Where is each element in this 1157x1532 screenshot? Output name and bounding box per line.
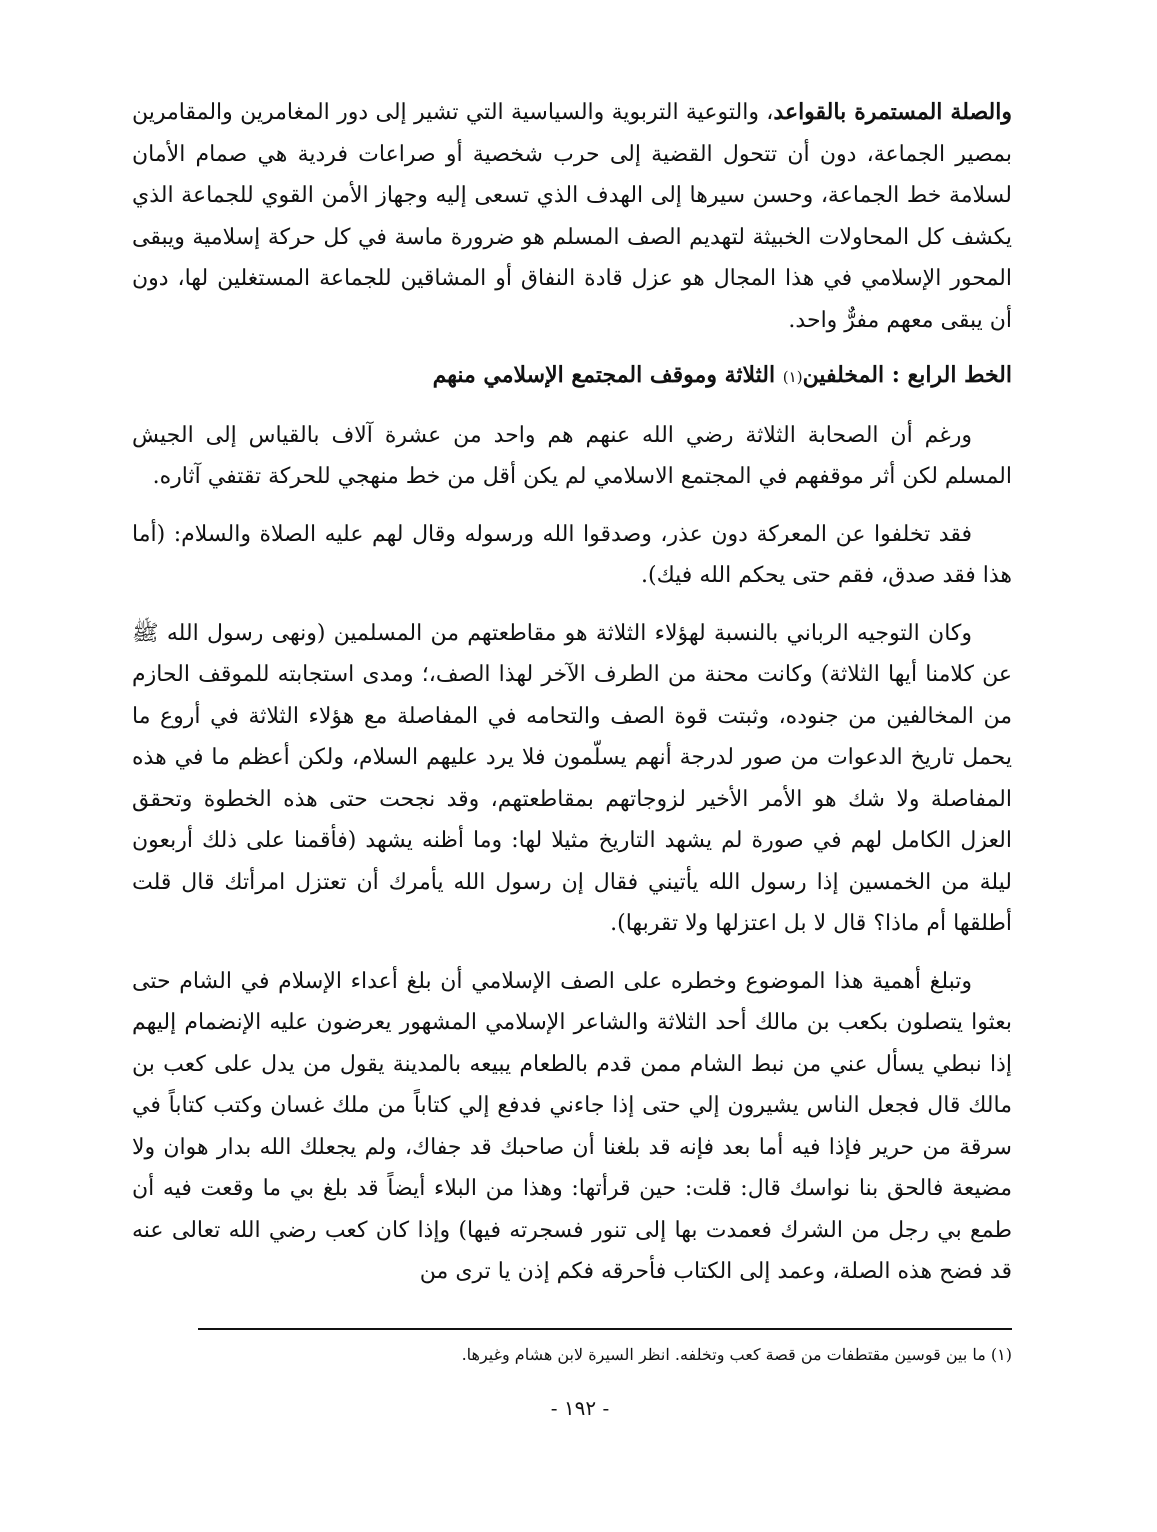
footnote-divider [198,1328,1012,1330]
paragraph-3: فقد تخلفوا عن المعركة دون عذر، وصدقوا الله ورسوله وقال لهم عليه الصلاة والسلام: (أما هذا فقد صدق، فقم حتى يحكم الله فيك). [132,521,1012,588]
paragraph-1-body: ، والتوعية التربوية والسياسية التي تشير إلى دور المغامرين والمقامرين بمصير الجماعة، دون أن تتحول القضية إلى حرب شخصية أو صراعات فردية هي صمام الأمان لسلامة خط الجماعة، وحسن سيرها إلى الهدف الذي تسعى إليه وجهاز الأمن القوي للجماعة الذي يكشف كل المحاولات الخبيثة لتهديم الصف المسلم هو ضرورة ماسة في كل حركة إسلامية ويبقى المحور الإسلامي في هذا المجال هو عزل قادة النفاق أو المشاقين للجماعة المستغلين لها، دون أن يبقى معهم مفرٌّ واحد. [132,100,1012,333]
main-text [132,92,1012,1293]
paragraph-4: وكان التوجيه الرباني بالنسبة لهؤلاء الثلاثة هو مقاطعتهم من المسلمين (ونهى رسول الله ﷺ عن كلامنا أيها الثلاثة) وكانت محنة من الطرف الآخر لهذا الصف،؛ ومدى استجابته للموقف الحازم من المخالفين من جنوده، وثبتت قوة الصف والتحامه في المفاصلة مع هؤلاء الثلاثة في أروع ما يحمل تاريخ الدعوات من صور لدرجة أنهم يسلّمون فلا يرد عليهم السلام، ولكن أعظم ما في هذه المفاصلة ولا شك هو الأمر الأخير لزوجاتهم بمقاطعتهم، وقد نجحت حتى هذه الخطوة وتحقق العزل الكامل لهم في صورة لم يشهد التاريخ مثيلا لها: وما أظنه يشهد (فأقمنا على ذلك أربعون ليلة من الخمسين إذا رسول الله يأتيني فقال إن رسول الله يأمرك أن تعتزل امرأتك قال قلت أطلقها أم ماذا؟ قال لا بل اعتزلها ولا تقربها). [132,620,1012,936]
paragraph-1-lead: والصلة المستمرة بالقواعد [773,99,1012,125]
page-number: - ١٩٢ - [550,1396,610,1420]
footnote: (١) ما بين قوسين مقتطفات من قصة كعب وتخلفه. انظر السيرة لابن هشام وغيرها. [461,1345,1012,1364]
paragraph-2: ورغم أن الصحابة الثلاثة رضي الله عنهم هم واحد من عشرة آلاف بالقياس إلى الجيش المسلم لكن أثر موقفهم في المجتمع الاسلامي لم يكن أقل من خط منهجي للحركة تقتفي آثاره. [132,422,1012,489]
section-heading-start: الخط الرابع : المخلفين [802,362,1012,388]
paragraph-5: وتبلغ أهمية هذا الموضوع وخطره على الصف الإسلامي أن بلغ أعداء الإسلام في الشام حتى بعثوا يتصلون بكعب بن مالك أحد الثلاثة والشاعر الإسلامي المشهور يعرضون عليه الإنضمام إليهم إذا نبطي يسأل عني من نبط الشام ممن قدم بالطعام يبيعه بالمدينة يقول من يدل على كعب بن مالك قال فجعل الناس يشيرون إلي حتى إذا جاءني فدفع إلي كتاباً من ملك غسان وكتب كتاباً في سرقة من حرير فإذا فيه أما بعد فإنه قد بلغنا أن صاحبك قد جفاك، ولم يجعلك الله بدار هوان ولا مضيعة فالحق بنا نواسك قال: قلت: حين قرأتها: وهذا من البلاء أيضاً قد بلغ بي ما وقعت فيه أن طمع بي رجل من الشرك فعمدت بها إلى تنور فسجرته فيها) وإذا كان كعب رضي الله تعالى عنه قد فضح هذه الصلة، وعمد إلى الكتاب فأحرقه فكم إذن يا ترى من [132,968,1013,1284]
paragraph-1 [132,92,1012,341]
section-heading [132,355,1012,399]
section-heading-end: الثلاثة وموقف المجتمع الإسلامي منهم [432,362,783,388]
footnote-marker: (١) [782,368,803,386]
